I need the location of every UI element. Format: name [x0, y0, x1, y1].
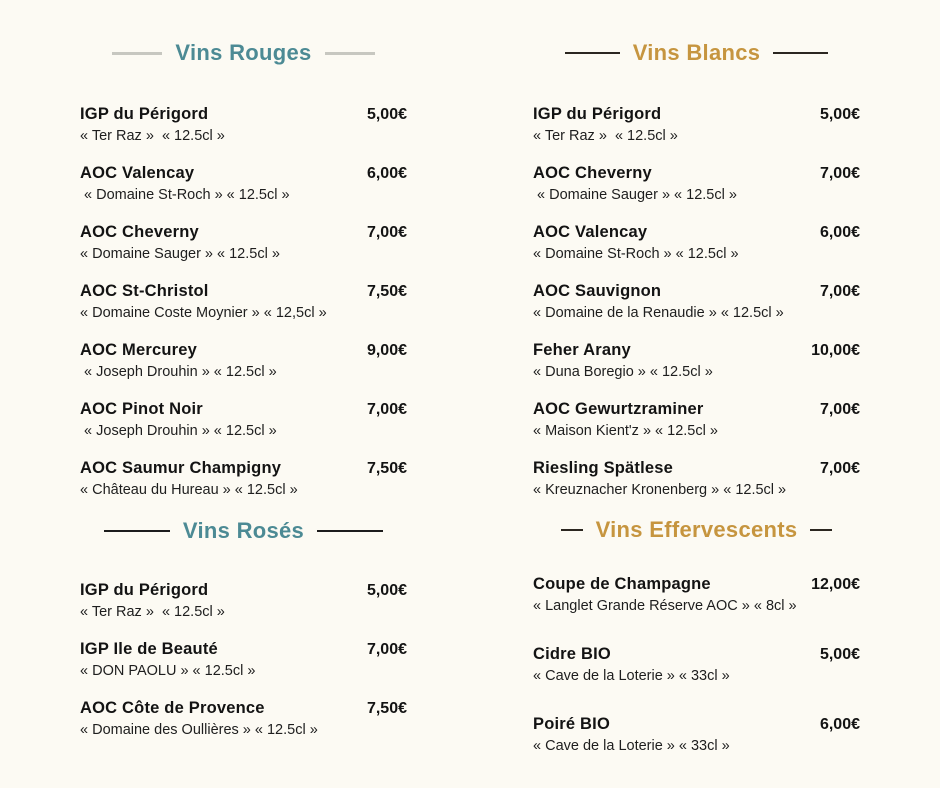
left-column — [80, 40, 407, 784]
item-top-row — [80, 222, 407, 242]
section-title: Vins Blancs — [632, 40, 761, 65]
item-price: 7,00€ — [366, 224, 407, 241]
section-items — [533, 574, 860, 756]
menu-item — [80, 580, 407, 622]
item-top-row — [533, 340, 860, 360]
item-top-row — [533, 281, 860, 301]
item-name: AOC Cheverny — [533, 164, 652, 182]
item-price: 7,00€ — [819, 460, 860, 477]
section-heading-vins-rouges — [80, 40, 407, 66]
heading-rule-left — [104, 530, 170, 532]
item-price: 7,50€ — [366, 700, 407, 717]
item-details: « Joseph Drouhin » « 12.5cl » — [80, 364, 277, 380]
item-name: Cidre BIO — [533, 645, 611, 663]
item-top-row — [80, 399, 407, 419]
item-price: 5,00€ — [366, 106, 407, 123]
menu-item — [533, 458, 860, 500]
item-top-row — [533, 399, 860, 419]
menu-item — [533, 574, 860, 616]
section-heading-vins-roses — [80, 518, 407, 544]
item-details: « Domaine St-Roch » « 12.5cl » — [80, 187, 290, 203]
menu-item — [80, 222, 407, 264]
item-name: AOC Saumur Champigny — [80, 459, 282, 477]
heading-rule-left — [112, 52, 162, 55]
item-name: AOC Cheverny — [80, 223, 199, 241]
item-name: AOC St-Christol — [80, 282, 209, 300]
section-heading-vins-effervescents — [533, 517, 860, 543]
item-top-row — [533, 104, 860, 124]
item-top-row — [533, 222, 860, 242]
item-name: Poiré BIO — [533, 715, 610, 733]
item-name: AOC Mercurey — [80, 341, 198, 359]
item-top-row — [533, 163, 860, 183]
menu-item — [533, 340, 860, 382]
section-vins-blancs — [533, 40, 860, 500]
section-items — [80, 104, 407, 500]
section-vins-roses — [80, 518, 407, 740]
item-top-row — [533, 644, 860, 664]
item-name: AOC Pinot Noir — [80, 400, 203, 418]
item-details: « Kreuznacher Kronenberg » « 12.5cl » — [533, 482, 787, 498]
item-name: AOC Valencay — [80, 164, 195, 182]
item-price: 7,00€ — [819, 401, 860, 418]
item-name: IGP du Périgord — [80, 581, 209, 599]
item-details: « Domaine Sauger » « 12.5cl » — [80, 246, 280, 262]
item-details: « Ter Raz » « 12.5cl » — [80, 604, 225, 620]
item-price: 7,00€ — [819, 283, 860, 300]
item-name: IGP du Périgord — [80, 105, 209, 123]
item-price: 7,00€ — [819, 165, 860, 182]
item-details: « Domaine Sauger » « 12.5cl » — [533, 187, 737, 203]
item-details: « Langlet Grande Réserve AOC » « 8cl » — [533, 598, 797, 614]
item-name: AOC Valencay — [533, 223, 648, 241]
item-details: « Château du Hureau » « 12.5cl » — [80, 482, 298, 498]
right-column — [533, 40, 860, 784]
heading-rule-right — [325, 52, 375, 55]
item-name: IGP Ile de Beauté — [80, 640, 218, 658]
item-top-row — [80, 104, 407, 124]
item-details: « Cave de la Loterie » « 33cl » — [533, 738, 730, 754]
section-items — [533, 104, 860, 500]
item-details: « Cave de la Loterie » « 33cl » — [533, 668, 730, 684]
item-top-row — [80, 281, 407, 301]
item-top-row — [80, 639, 407, 659]
section-title: Vins Effervescents — [595, 517, 798, 542]
item-top-row — [80, 163, 407, 183]
item-details: « Domaine Coste Moynier » « 12,5cl » — [80, 305, 327, 321]
heading-rule-left — [565, 52, 620, 54]
heading-rule-right — [810, 529, 832, 531]
item-price: 12,00€ — [811, 576, 860, 593]
item-price: 5,00€ — [819, 106, 860, 123]
menu-item — [80, 698, 407, 740]
menu-item — [80, 399, 407, 441]
menu-item — [80, 458, 407, 500]
menu-item — [533, 104, 860, 146]
section-title: Vins Rosés — [182, 518, 305, 543]
item-name: AOC Gewurtzraminer — [533, 400, 704, 418]
menu-item — [533, 644, 860, 686]
menu-item — [80, 639, 407, 681]
item-name: Feher Arany — [533, 341, 631, 359]
item-price: 6,00€ — [366, 165, 407, 182]
section-vins-effervescents — [533, 517, 860, 756]
item-details: « Maison Kient'z » « 12.5cl » — [533, 423, 718, 439]
item-price: 7,00€ — [366, 401, 407, 418]
item-name: Riesling Spätlese — [533, 459, 674, 477]
item-price: 6,00€ — [819, 224, 860, 241]
menu-item — [533, 281, 860, 323]
item-details: « Domaine des Oullières » « 12.5cl » — [80, 722, 318, 738]
item-price: 5,00€ — [819, 646, 860, 663]
menu-item — [80, 104, 407, 146]
item-price: 5,00€ — [366, 582, 407, 599]
item-top-row — [80, 580, 407, 600]
menu-item — [80, 281, 407, 323]
item-details: « Ter Raz » « 12.5cl » — [80, 128, 225, 144]
menu-item — [533, 714, 860, 756]
item-name: AOC Sauvignon — [533, 282, 662, 300]
item-price: 7,50€ — [366, 460, 407, 477]
item-top-row — [533, 714, 860, 734]
item-details: « DON PAOLU » « 12.5cl » — [80, 663, 256, 679]
item-details: « Domaine St-Roch » « 12.5cl » — [533, 246, 739, 262]
item-top-row — [80, 698, 407, 718]
item-name: IGP du Périgord — [533, 105, 662, 123]
heading-rule-right — [317, 530, 383, 532]
menu-item — [533, 163, 860, 205]
heading-rule-left — [561, 529, 583, 531]
item-details: « Domaine de la Renaudie » « 12.5cl » — [533, 305, 784, 321]
item-top-row — [533, 574, 860, 594]
item-price: 9,00€ — [366, 342, 407, 359]
item-top-row — [80, 458, 407, 478]
item-price: 7,50€ — [366, 283, 407, 300]
item-price: 6,00€ — [819, 716, 860, 733]
item-details: « Joseph Drouhin » « 12.5cl » — [80, 423, 277, 439]
menu-item — [80, 340, 407, 382]
item-price: 10,00€ — [811, 342, 860, 359]
item-top-row — [533, 458, 860, 478]
item-details: « Duna Boregio » « 12.5cl » — [533, 364, 713, 380]
heading-rule-right — [773, 52, 828, 54]
item-name: Coupe de Champagne — [533, 575, 711, 593]
menu-item — [80, 163, 407, 205]
item-top-row — [80, 340, 407, 360]
item-price: 7,00€ — [366, 641, 407, 658]
menu-item — [533, 222, 860, 264]
item-name: AOC Côte de Provence — [80, 699, 265, 717]
section-vins-rouges — [80, 40, 407, 500]
item-details: « Ter Raz » « 12.5cl » — [533, 128, 678, 144]
section-heading-vins-blancs — [533, 40, 860, 66]
section-title: Vins Rouges — [175, 40, 312, 65]
menu-item — [533, 399, 860, 441]
section-items — [80, 580, 407, 740]
